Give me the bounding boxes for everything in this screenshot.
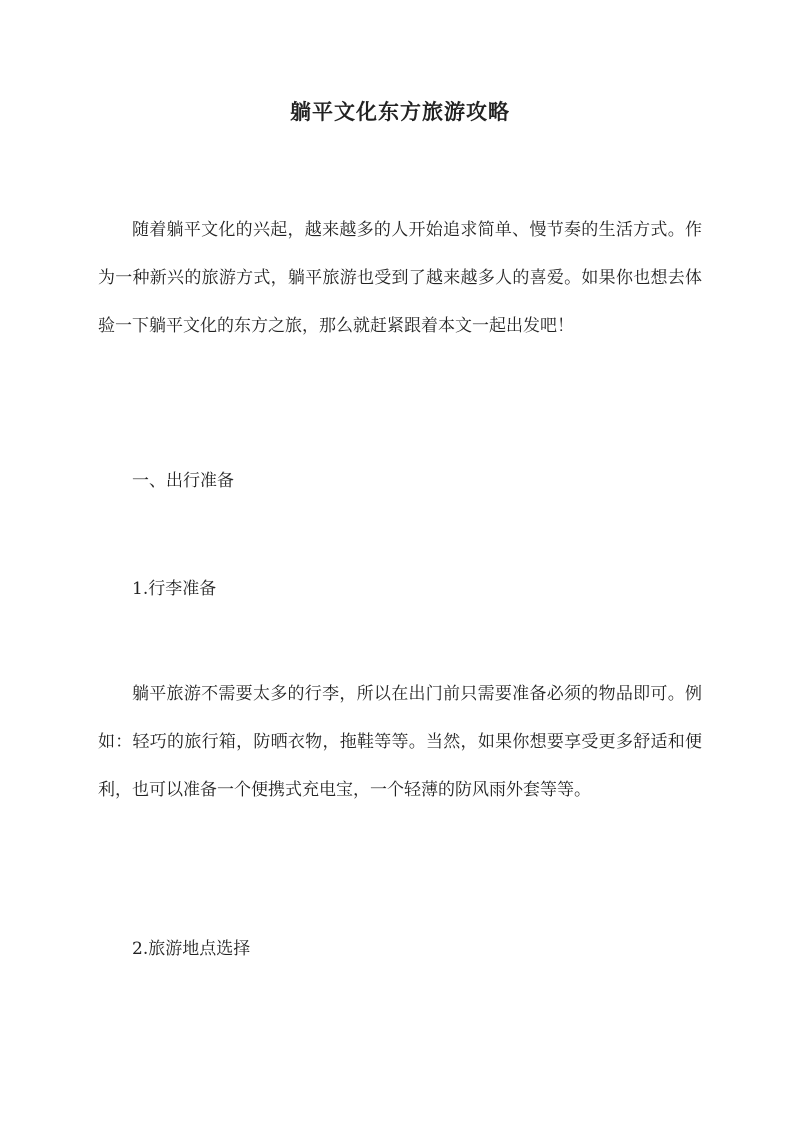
luggage-paragraph: 躺平旅游不需要太多的行李，所以在出门前只需要准备必须的物品即可。例如：轻巧的旅行箱，防晒衣物，拖鞋等等。当然，如果你想要享受更多舒适和便利，也可以准备一个便携式充电宝，一个轻薄的防风雨外套等等。	[98, 684, 702, 800]
subsection-heading-luggage: 1.行李准备	[132, 579, 217, 599]
intro-paragraph: 随着躺平文化的兴起，越来越多的人开始追求简单、慢节奏的生活方式。作为一种新兴的旅游方式，躺平旅游也受到了越来越多人的喜爱。如果你也想去体验一下躺平文化的东方之旅，那么就赶紧跟着本文一起出发吧！	[98, 220, 702, 336]
subsection-heading-destination: 2.旅游地点选择	[132, 939, 251, 959]
document-title: 躺平文化东方旅游攻略	[290, 99, 510, 124]
section-heading-preparation: 一、出行准备	[132, 471, 234, 491]
